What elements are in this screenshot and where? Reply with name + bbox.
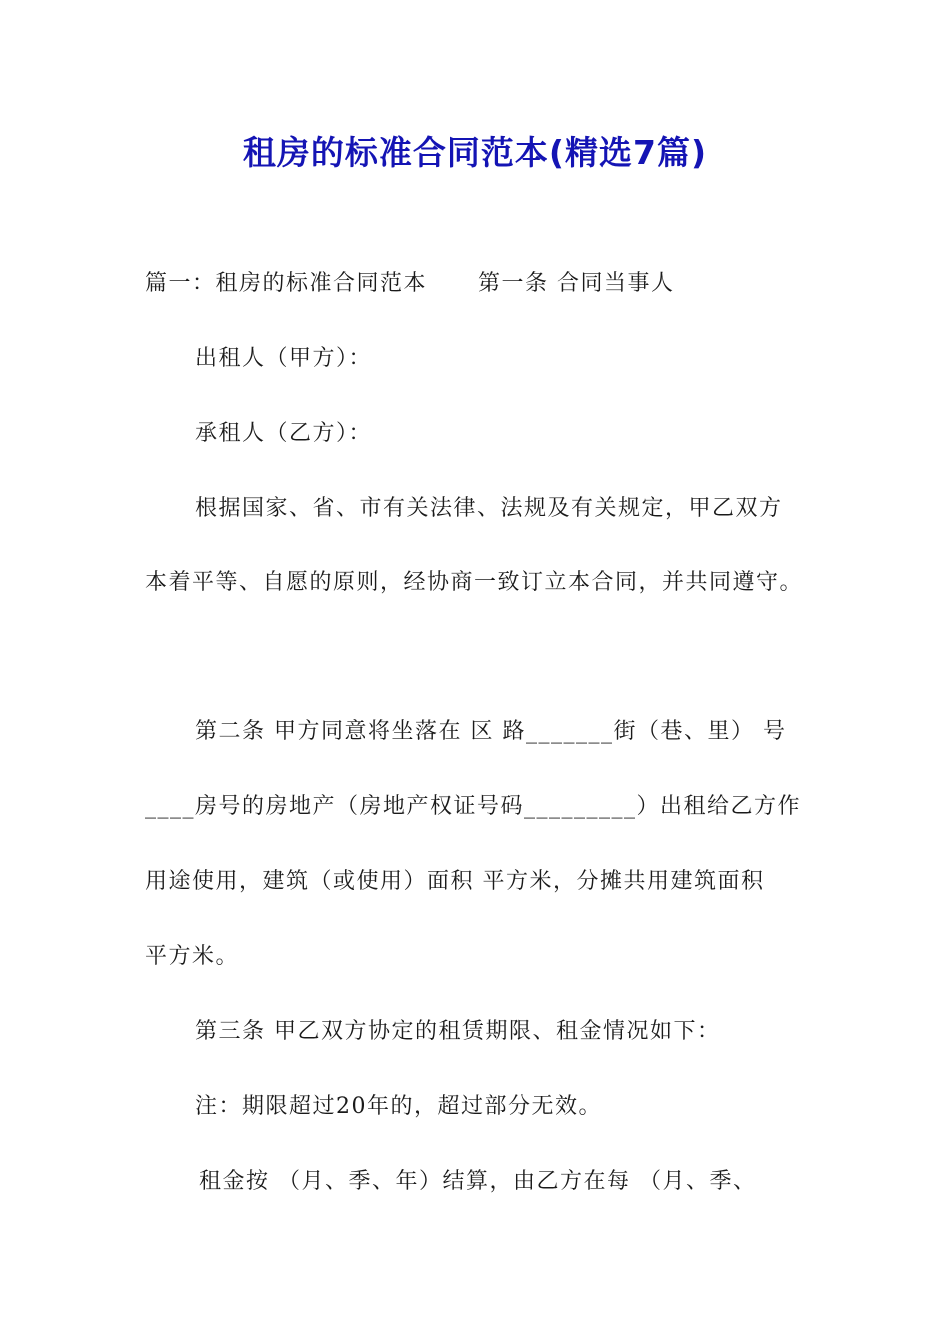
text-line-area: 用途使用，建筑（或使用）面积 平方米，分摊共用建筑面积 xyxy=(145,869,765,894)
text-line-legal-basis: 根据国家、省、市有关法律、法规及有关规定，甲乙双方 xyxy=(195,496,783,521)
text-line-property-cert: ____房号的房地产（房地产权证号码_________）出租给乙方作 xyxy=(145,794,802,819)
document-title: 租房的标准合同范本(精选7篇) xyxy=(242,133,708,172)
text-line-square-meters: 平方米。 xyxy=(145,944,240,969)
text-line-article-two: 第二条 甲方同意将坐落在 区 路_______街（巷、里） 号 xyxy=(195,719,787,744)
text-line-lessee: 承租人（乙方）： xyxy=(195,421,373,446)
text-line-article-three: 第三条 甲乙双方协定的租赁期限、租金情况如下： xyxy=(195,1019,721,1044)
text-line-rent-settlement: 租金按 （月、季、年）结算，由乙方在每 （月、季、 xyxy=(199,1169,757,1194)
text-line-lessor: 出租人（甲方）： xyxy=(195,346,373,371)
text-line-part-one-heading: 篇一：租房的标准合同范本 第一条 合同当事人 xyxy=(145,271,675,296)
text-line-note: 注：期限超过20年的，超过部分无效。 xyxy=(195,1094,602,1119)
text-line-principle: 本着平等、自愿的原则，经协商一致订立本合同，并共同遵守。 xyxy=(145,570,804,595)
